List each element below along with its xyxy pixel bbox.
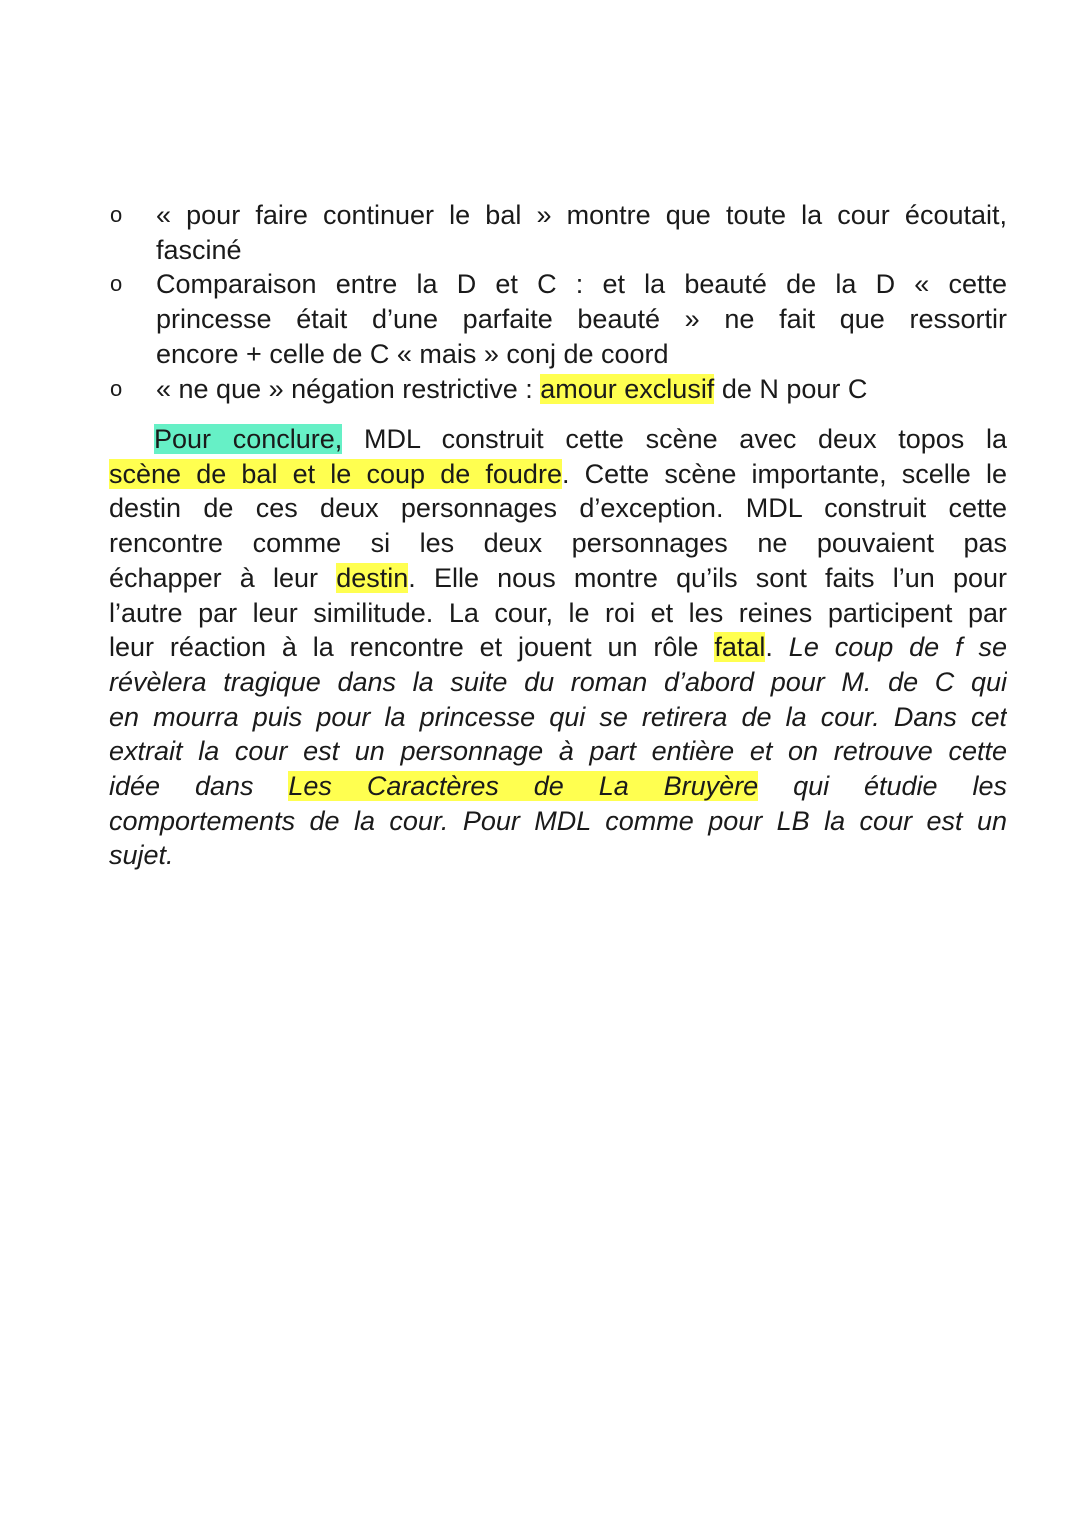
bullet-icon: o: [110, 271, 123, 297]
text-segment: révèlera tragique dans la suite du roman d’abord pour M. de C qui: [109, 666, 1007, 697]
text-segment: extrait la cour est un personnage à part entière et on retrouve cette: [109, 736, 1007, 767]
highlighted-text: amour exclusif: [540, 373, 715, 404]
text-segment: idée dans: [109, 771, 289, 801]
paragraph-line: [109, 804, 1007, 838]
paragraph-line: [109, 457, 1007, 491]
text-segment: en mourra puis pour la princesse qui se retirera de la cour. Dans cet: [109, 701, 1007, 732]
highlighted-text: fatal: [714, 632, 766, 663]
bullet-icon: o: [110, 375, 123, 401]
text-segment: de N pour C: [714, 373, 868, 404]
text-segment: qui étudie les: [758, 771, 1007, 801]
bullet-line: [156, 372, 1007, 406]
paragraph-line: [109, 838, 1007, 872]
text-segment: destin de ces deux personnages d’exception. MDL construit cette: [109, 493, 1007, 524]
text-segment: . Elle nous montre qu’ils sont faits l’un pour: [408, 562, 1007, 593]
text-segment: Comparaison entre la D et C : et la beauté de la D « cette: [156, 269, 1007, 300]
paragraph-line: [109, 630, 1007, 664]
bullet-icon: o: [110, 202, 123, 227]
text-segment: .: [765, 632, 789, 663]
text-segment: fasciné: [156, 234, 242, 265]
paragraph-line: [109, 769, 1007, 803]
text-segment: . Cette scène importante, scelle le: [561, 458, 1007, 489]
paragraph-line: [109, 596, 1007, 630]
text-segment: sujet.: [109, 840, 174, 871]
text-segment: MDL construit cette scène avec deux topos la: [342, 424, 1007, 454]
bullet-line: [156, 233, 1007, 267]
text-segment: « pour faire continuer le bal » montre que toute la cour écoutait,: [156, 200, 1007, 230]
bullet-line: [156, 302, 1007, 336]
text-segment: Le coup de f se: [788, 632, 1007, 663]
highlighted-text: Les Caractères de La Bruyère: [288, 771, 759, 801]
paragraph-line: [154, 422, 1007, 456]
text-segment: « ne que » négation restrictive :: [156, 373, 541, 404]
bullet-line: [156, 267, 1007, 301]
paragraph-line: [109, 665, 1007, 699]
paragraph-line: [109, 526, 1007, 560]
text-segment: rencontre comme si les deux personnages ne pouvaient pas: [109, 528, 1007, 559]
highlighted-text: destin: [336, 562, 409, 593]
text-segment: échapper à leur: [109, 562, 337, 593]
highlighted-text: Pour conclure,: [154, 424, 343, 454]
text-segment: comportements de la cour. Pour MDL comme pour LB la cour est un: [109, 805, 1007, 836]
paragraph-line: [109, 734, 1007, 768]
paragraph-line: [109, 491, 1007, 525]
paragraph-line: [109, 561, 1007, 595]
text-segment: leur réaction à la rencontre et jouent un rôle: [109, 632, 715, 663]
text-segment: princesse était d’une parfaite beauté » ne fait que ressortir: [156, 304, 1007, 335]
text-segment: l’autre par leur similitude. La cour, le roi et les reines participent par: [109, 597, 1007, 628]
bullet-line: [156, 198, 1007, 232]
highlighted-text: scène de bal et le coup de foudre: [109, 458, 562, 489]
text-segment: encore + celle de C « mais » conj de coord: [156, 338, 669, 369]
paragraph-line: [109, 700, 1007, 734]
bullet-line: [156, 337, 1007, 371]
